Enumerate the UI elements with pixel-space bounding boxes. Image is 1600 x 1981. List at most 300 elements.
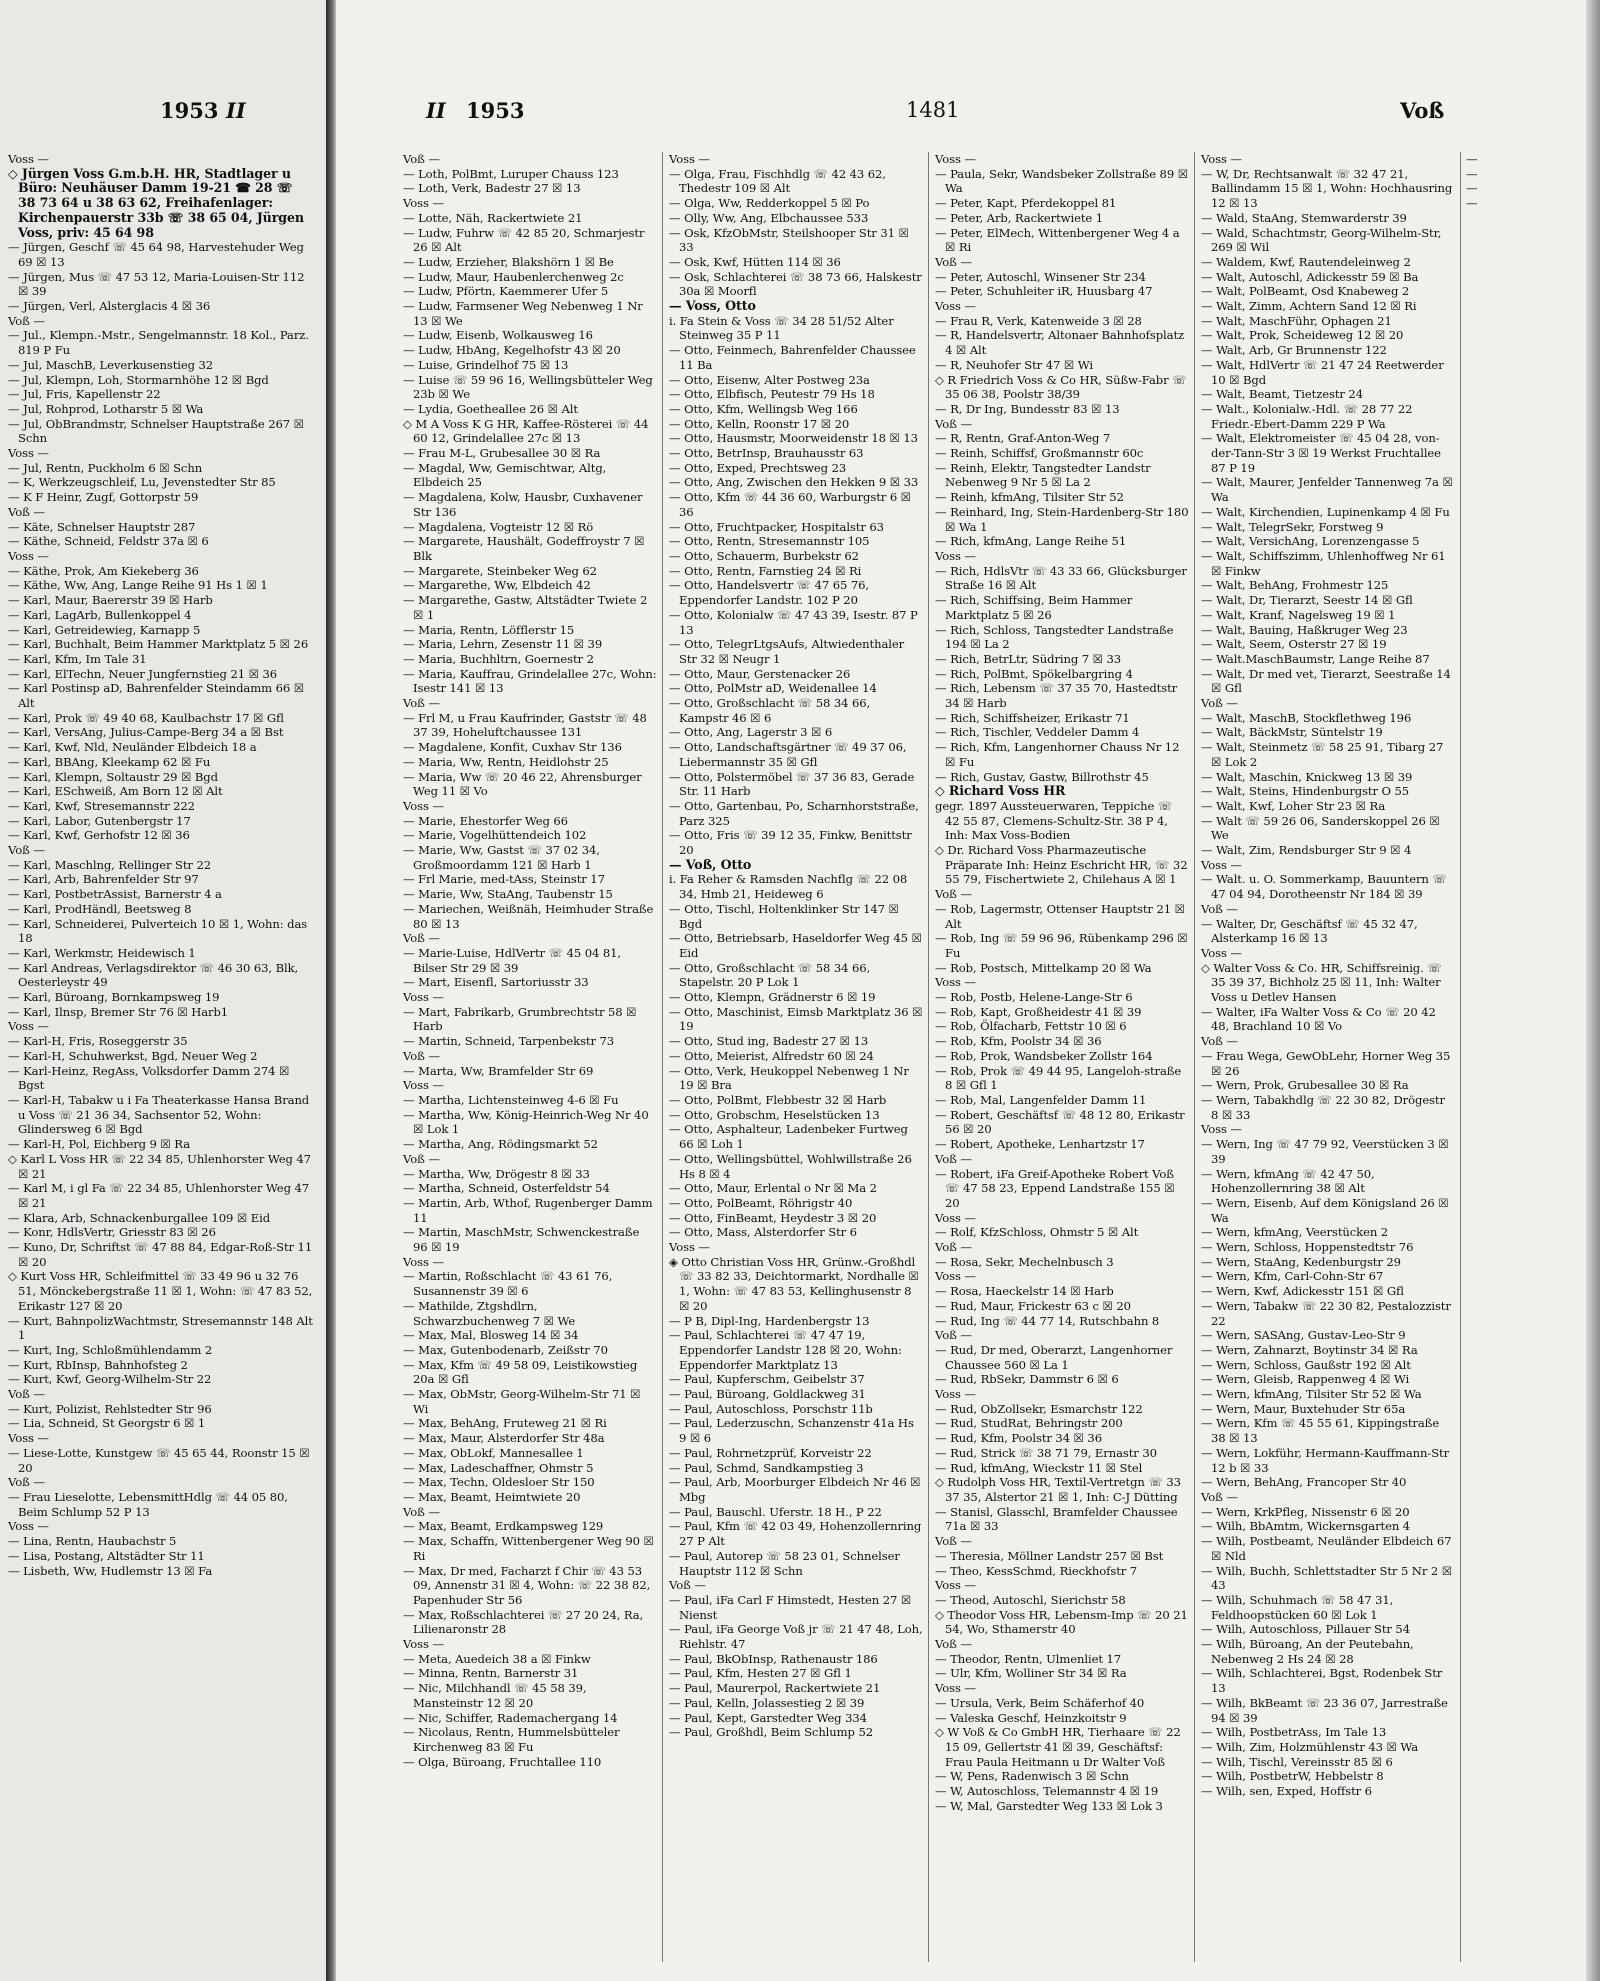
directory-entry: — Wilh, Zim, Holzmühlenstr 43 ☒ Wa (1201, 1739, 1419, 1754)
directory-entry: — Walt, Steins, Hindenburgstr O 55 (1201, 784, 1410, 799)
directory-entry: — Margarethe, Gastw, Altstädter Twiete 2 ☒ 1 (403, 593, 648, 622)
directory-entry: — Paul, iFa Carl F Himstedt, Hesten 27 ☒ Nienst (669, 1592, 912, 1622)
directory-entry: — Wern, Prok, Grubesallee 30 ☒ Ra (1201, 1078, 1409, 1093)
directory-entry: — Nic, Milchhandl ☏ 45 58 39, Mansteinstr 12 ☒ 20 (403, 1681, 587, 1710)
directory-entry: — Theresia, Möllner Landstr 257 ☒ Bst (935, 1548, 1164, 1563)
directory-entry: — Rob, Lagermstr, Ottenser Hauptstr 21 ☒ Alt (935, 901, 1185, 931)
directory-entry: — Paul, Bauschl. Uferstr. 18 H., P 22 (669, 1504, 882, 1519)
directory-entry: — K, Werkzeugschleif, Lu, Jevenstedter Str 85 (8, 475, 276, 490)
directory-entry: — Karl-H, Fris, Roseggerstr 35 (8, 1034, 188, 1049)
directory-entry: — W, Mal, Garstedter Weg 133 ☒ Lok 3 (935, 1798, 1163, 1813)
directory-entry: — Rob, Ing ☏ 59 96 96, Rübenkamp 296 ☒ Fu (935, 931, 1188, 960)
directory-entry: — Karl-H, Schuhwerkst, Bgd, Neuer Weg 2 (8, 1048, 258, 1063)
directory-entry: — Otto, Ang, Zwischen den Hekken 9 ☒ 33 (669, 475, 919, 490)
directory-entry: — Wern, kfmAng ☏ 42 47 50, Hohenzollernring 38 ☒ Alt (1201, 1166, 1375, 1196)
directory-entry: — Paul, Autoschloss, Porschstr 11b (669, 1401, 873, 1416)
directory-entry: — Otto, Großschlacht ☏ 58 34 66, Kampstr 46 ☒ 6 (669, 696, 871, 725)
surname-group-heading: Voss — (935, 548, 976, 563)
surname-group-heading: Voß — (403, 1504, 440, 1519)
surname-group-heading: Voss — (403, 1254, 444, 1269)
directory-entry: — Reinh, kfmAng, Tilsiter Str 52 (935, 490, 1124, 505)
directory-entry: — Karl, Büroang, Bornkampsweg 19 (8, 990, 220, 1005)
directory-entry: — Walt, Autoschl, Adickesstr 59 ☒ Ba (1201, 269, 1419, 284)
directory-entry: — Loth, PolBmt, Luruper Chauss 123 (403, 166, 619, 181)
directory-entry: — Otto, Exped, Prechtsweg 23 (669, 460, 847, 475)
directory-entry: — Margarethe, Ww, Elbdeich 42 (403, 578, 591, 593)
directory-entry: — Wern, KrkPfleg, Nissenstr 6 ☒ 20 (1201, 1504, 1410, 1519)
firm-entry: — Voss, Otto (669, 298, 756, 314)
directory-entry: — Lotte, Näh, Rackertwiete 21 (403, 210, 583, 225)
directory-entry: — Maria, Kauffrau, Grindelallee 27c, Wohn: Isestr 141 ☒ 13 (403, 666, 657, 696)
column-left-fragment (8, 152, 313, 1578)
directory-entry: — Walt, Maschin, Knickweg 13 ☒ 39 (1201, 769, 1413, 784)
surname-group-heading: Voß — (403, 1151, 440, 1166)
directory-entry: — Wilh, PostbetrW, Hebbelstr 8 (1201, 1769, 1384, 1784)
directory-entry: — Ludw, Eisenb, Wolkausweg 16 (403, 328, 593, 343)
directory-entry: — Walt, Prok, Scheideweg 12 ☒ 20 (1201, 328, 1404, 343)
directory-entry: — Karl, Ilnsp, Bremer Str 76 ☒ Harb1 (8, 1004, 229, 1019)
directory-entry: — Rich, Schiffsheizer, Erikastr 71 (935, 710, 1130, 725)
directory-entry: — Nicolaus, Rentn, Hummelsbütteler Kirchenweg 83 ☒ Fu (403, 1725, 620, 1754)
surname-group-heading: Voß — (8, 1387, 45, 1402)
directory-entry: — Wern, Ing ☏ 47 79 92, Veerstücken 3 ☒ 39 (1201, 1137, 1449, 1166)
directory-entry: — Rich, BetrLtr, Südring 7 ☒ 33 (935, 651, 1122, 666)
column-rule (1460, 152, 1461, 1962)
directory-entry: — Karl, Prok ☏ 49 40 68, Kaulbachstr 17 ☒ Gfl (8, 710, 284, 725)
directory-entry: — Wilh, Tischl, Vereinsstr 85 ☒ 6 (1201, 1754, 1393, 1769)
directory-entry: — Theo, KessSchmd, Rieckhofstr 7 (935, 1563, 1138, 1578)
directory-entry: — Jul., Klempn.-Mstr., Sengelmannstr. 18 Kol., Parz. 819 P Fu (8, 328, 309, 358)
directory-entry: — Maria, Buchhltrn, Goernestr 2 (403, 651, 594, 666)
directory-entry: — Walt, Seem, Osterstr 27 ☒ 19 (1201, 637, 1387, 652)
directory-entry: — Rud, Kfm, Poolstr 34 ☒ 36 (935, 1431, 1102, 1446)
directory-entry: — Karl, Maschlng, Rellinger Str 22 (8, 857, 212, 872)
directory-entry: — Wern, kfmAng, Tilsiter Str 52 ☒ Wa (1201, 1387, 1422, 1402)
directory-entry: — Walt, Bauing, Haßkruger Weg 23 (1201, 622, 1408, 637)
directory-entry: — Walt, Arb, Gr Brunnenstr 122 (1201, 343, 1387, 358)
directory-entry: — Otto, Polstermöbel ☏ 37 36 83, Gerade Str. 11 Harb (669, 769, 915, 799)
directory-entry: — Otto, Kelln, Roonstr 17 ☒ 20 (669, 416, 850, 431)
directory-entry: — Robert, Apotheke, Lenhartzstr 17 (935, 1137, 1145, 1152)
directory-entry: — Rud, Maur, Frickestr 63 c ☒ 20 (935, 1298, 1131, 1313)
directory-entry: — Karl, ElTechn, Neuer Jungfernstieg 21 ☒ 36 (8, 666, 278, 681)
directory-entry: — Walt. u. O. Sommerkamp, Bauuntern ☏ 47 04 94, Dorotheenstr Nr 184 ☒ 39 (1201, 872, 1447, 902)
directory-entry: — Otto, PolMstr aD, Weidenallee 14 (669, 681, 877, 696)
directory-entry: — Otto, Handelsvertr ☏ 47 65 76, Eppendorfer Landstr. 102 P 20 (669, 578, 870, 608)
directory-entry: — Maria, Ww, Rentn, Heidlohstr 25 (403, 754, 609, 769)
directory-entry: — Maria, Lehrn, Zesenstr 11 ☒ 39 (403, 637, 603, 652)
column-5 (1466, 152, 1590, 211)
directory-entry: — Karl, Labor, Gutenbergstr 17 (8, 813, 191, 828)
directory-entry: — Max, Beamt, Erdkampsweg 129 (403, 1519, 604, 1534)
directory-entry: — Karl, VersAng, Julius-Campe-Berg 34 a ☒ Bst (8, 725, 284, 740)
directory-entry: — Peter, Kapt, Pferdekoppel 81 (935, 196, 1117, 211)
directory-entry: — Rob, Kapt, Großheidestr 41 ☒ 39 (935, 1004, 1142, 1019)
directory-entry: — Max, Kfm ☏ 49 58 09, Leistikowstieg 20a ☒ Gfl (403, 1357, 638, 1387)
right-header-year: 1953 (466, 98, 525, 123)
directory-entry: — Rob, Postb, Helene-Lange-Str 6 (935, 990, 1133, 1005)
left-header-year: 1953 (160, 98, 219, 123)
directory-entry: — Karl, ProdHändl, Beetsweg 8 (8, 901, 192, 916)
directory-entry: — Jul, Rohprod, Lotharstr 5 ☒ Wa (8, 401, 204, 416)
directory-entry: — R, Dr Ing, Bundesstr 83 ☒ 13 (935, 401, 1120, 416)
directory-entry: — Paul, Kept, Garstedter Weg 334 (669, 1710, 867, 1725)
column-1 (403, 152, 657, 1769)
surname-group-heading: Voss — (935, 1578, 976, 1593)
surname-group-heading: Voss — (669, 1240, 710, 1255)
directory-entry: — Walt, TelegrSekr, Forstweg 9 (1201, 519, 1384, 534)
surname-group-heading: Voß — (8, 313, 45, 328)
directory-entry: — Marie, Ww, StaAng, Taubenstr 15 (403, 887, 613, 902)
directory-entry: — Wald, StaAng, Stemwarderstr 39 (1201, 210, 1407, 225)
directory-entry: — Wern, Tabakw ☏ 22 30 82, Pestalozzistr 22 (1201, 1298, 1451, 1328)
directory-entry: — Walt, Kwf, Loher Str 23 ☒ Ra (1201, 798, 1386, 813)
surname-group-heading: Voss — (8, 548, 49, 563)
directory-entry: — (1466, 181, 1478, 196)
directory-entry: — Ludw, Erzieher, Blakshörn 1 ☒ Be (403, 254, 614, 269)
directory-entry: — Rich, HdlsVtr ☏ 43 33 66, Glücksburger Straße 16 ☒ Alt (935, 563, 1187, 593)
directory-entry: — Max, Beamt, Heimtwiete 20 (403, 1489, 581, 1504)
surname-group-heading: Voss — (1201, 945, 1242, 960)
directory-entry: — Martin, Arb, Wthof, Rugenberger Damm 11 (403, 1195, 653, 1225)
directory-entry: — Rud, Strick ☏ 38 71 79, Ernastr 30 (935, 1445, 1157, 1460)
surname-group-heading: Voß — (935, 1637, 972, 1652)
directory-entry: — Paul, Maurerpol, Rackertwiete 21 (669, 1681, 881, 1696)
directory-entry: — Rud, ObZollsekr, Esmarchstr 122 (935, 1401, 1143, 1416)
directory-entry: — Otto, Stud ing, Badestr 27 ☒ 13 (669, 1034, 869, 1049)
surname-group-heading: Voss — (1201, 152, 1242, 166)
column-rule (928, 152, 929, 1962)
directory-entry: — Frau R, Verk, Katenweide 3 ☒ 28 (935, 313, 1142, 328)
directory-entry: — Magdal, Ww, Gemischtwar, Altg, Elbdeich 25 (403, 460, 607, 490)
directory-entry: — Max, Techn, Oldesloer Str 150 (403, 1475, 595, 1490)
directory-entry: — Mart, Fabrikarb, Grumbrechtstr 58 ☒ Harb (403, 1004, 637, 1034)
surname-group-heading: Voss — (935, 975, 976, 990)
surname-group-heading: Voss — (8, 1519, 49, 1534)
directory-entry: — Rob, Prok ☏ 49 44 95, Langeloh-straße 8 ☒ Gfl 1 (935, 1063, 1182, 1093)
directory-entry: — Otto, Verk, Heukoppel Nebenweg 1 Nr 19 ☒ Bra (669, 1063, 909, 1093)
directory-entry: — Paul, Büroang, Goldlackweg 31 (669, 1387, 866, 1402)
surname-group-heading: — (1466, 152, 1478, 166)
directory-entry: ◈ Otto Christian Voss HR, Grünw.-Großhdl ☏ 33 82 33, Deichtormarkt, Nordhalle ☒ 1, Wohn: ☏ 47 83 53, Kellinghusenstr 8 ☒ 20 (669, 1254, 919, 1313)
directory-entry: — Stanisl, Glasschl, Bramfelder Chaussee 71a ☒ 33 (935, 1504, 1178, 1534)
directory-entry: — Karl, Schneiderei, Pulverteich 10 ☒ 1, Wohn: das 18 (8, 916, 308, 946)
surname-group-heading: Voss — (8, 152, 49, 166)
directory-entry: — Otto, Betriebsarb, Haseldorfer Weg 45 ☒ Eid (669, 931, 922, 960)
directory-entry: — Wern, Schloss, Gaußstr 192 ☒ Alt (1201, 1357, 1411, 1372)
surname-group-heading: Voß — (403, 931, 440, 946)
directory-entry: — Frau Wega, GewObLehr, Horner Weg 35 ☒ 26 (1201, 1048, 1451, 1078)
directory-entry: — Wilh, Autoschloss, Pillauer Str 54 (1201, 1622, 1410, 1637)
surname-group-heading: Voss — (403, 1637, 444, 1652)
directory-entry: — Walt, Kirchendien, Lupinenkamp 4 ☒ Fu (1201, 504, 1450, 519)
directory-entry: — Otto, Asphalteur, Ladenbeker Furtweg 66 ☒ Loh 1 (669, 1122, 908, 1152)
surname-group-heading: Voss — (403, 990, 444, 1005)
directory-entry: — Frl Marie, med-tAss, Steinstr 17 (403, 872, 605, 887)
directory-entry: — Kurt, Polizist, Rehlstedter Str 96 (8, 1401, 212, 1416)
firm-entry: ◇ Richard Voss HR (935, 783, 1066, 799)
directory-entry: — Theodor, Rentn, Ulmenliet 17 (935, 1651, 1122, 1666)
directory-entry: — Luise ☏ 59 96 16, Wellingsbütteler Weg 23b ☒ We (403, 372, 653, 402)
directory-entry: — Liese-Lotte, Kunstgew ☏ 45 65 44, Roonstr 15 ☒ 20 (8, 1445, 310, 1475)
directory-entry: — Paul, Kfm ☏ 42 03 49, Hohenzollernring 27 P Alt (669, 1519, 922, 1549)
directory-entry: — Wilh, Postbeamt, Neuländer Elbdeich 67 ☒ Nld (1201, 1534, 1452, 1563)
directory-entry: — Paul, BkObInsp, Rathenaustr 186 (669, 1651, 878, 1666)
directory-entry: — Rich, PolBmt, Spökelbargring 4 (935, 666, 1133, 681)
directory-entry: — Walt.MaschBaumstr, Lange Reihe 87 (1201, 651, 1430, 666)
directory-entry: — Karl, Kwf, Gerhofstr 12 ☒ 36 (8, 828, 190, 843)
directory-entry: ◇ Theodor Voss HR, Lebensm-Imp ☏ 20 21 54, Wo, Sthamerstr 40 (935, 1607, 1188, 1637)
directory-entry: — Rich, Schiffsing, Beim Hammer Marktplatz 5 ☒ 26 (935, 593, 1133, 622)
directory-entry: — Jul, ObBrandmstr, Schnelser Hauptstraße 267 ☒ Schn (8, 416, 304, 446)
directory-entry: — Otto, Feinmech, Bahrenfelder Chaussee 11 Ba (669, 343, 916, 372)
directory-entry: — Walt., Kolonialw.-Hdl. ☏ 28 77 22 Friedr.-Ebert-Damm 229 P Wa (1201, 401, 1413, 431)
right-header-part: II (426, 98, 446, 123)
directory-entry: — Karl, Kfm, Im Tale 31 (8, 651, 147, 666)
directory-entry: — Magdalena, Vogteistr 12 ☒ Rö (403, 519, 594, 534)
directory-entry: — Karl M, i gl Fa ☏ 22 34 85, Uhlenhorster Weg 47 ☒ 21 (8, 1181, 310, 1210)
directory-entry: — Robert, iFa Greif-Apotheke Robert Voß ☏ 47 58 23, Eppend Landstraße 155 ☒ 20 (935, 1166, 1175, 1210)
surname-group-heading: Voß — (8, 1475, 45, 1490)
directory-entry: — Otto, FinBeamt, Heydestr 3 ☒ 20 (669, 1210, 877, 1225)
directory-entry: — Peter, ElMech, Wittenbergener Weg 4 a ☒ Ri (935, 225, 1180, 255)
directory-entry: — Karl, Kwf, Nld, Neuländer Elbdeich 18 a (8, 740, 257, 755)
directory-entry: ◇ W Voß & Co GmbH HR, Tierhaare ☏ 22 15 09, Gellertstr 41 ☒ 39, Geschäftsf: Frau Paula Heitmann u Dr Walter Voß (935, 1725, 1181, 1769)
directory-entry: — Maria, Ww ☏ 20 46 22, Ahrensburger Weg 11 ☒ Vo (403, 769, 642, 799)
directory-entry: — Paula, Sekr, Wandsbeker Zollstraße 89 ☒ Wa (935, 166, 1188, 196)
surname-group-heading: Voss — (8, 446, 49, 461)
directory-entry: — Loth, Verk, Badestr 27 ☒ 13 (403, 181, 581, 196)
directory-entry: — Ludw, Pförtn, Kaemmerer Ufer 5 (403, 284, 609, 299)
surname-group-heading: Voss — (1201, 1122, 1242, 1137)
directory-entry: ◇ Karl L Voss HR ☏ 22 34 85, Uhlenhorster Weg 47 ☒ 21 (8, 1151, 311, 1181)
directory-entry: — Wilh, Schlachterei, Bgst, Rodenbek Str 13 (1201, 1666, 1443, 1696)
directory-entry: — Karl, Klempn, Soltaustr 29 ☒ Bgd (8, 769, 218, 784)
directory-entry: — Max, Dr med, Facharzt f Chir ☏ 43 53 09, Annenstr 31 ☒ 4, Wohn: ☏ 22 38 82, Papenhuder Str 56 (403, 1563, 651, 1607)
surname-group-heading: Voss — (403, 1078, 444, 1093)
directory-entry: — Margarete, Haushält, Godeffroystr 7 ☒ Blk (403, 534, 645, 563)
directory-entry: — Frau Lieselotte, LebensmittHdlg ☏ 44 05 80, Beim Schlump 52 P 13 (8, 1489, 288, 1519)
directory-entry: — Valeska Geschf, Heinzkoitstr 9 (935, 1710, 1127, 1725)
directory-entry: — Käthe, Ww, Ang, Lange Reihe 91 Hs 1 ☒ 1 (8, 578, 268, 593)
directory-entry: — Otto, Eisenw, Alter Postweg 23a (669, 372, 870, 387)
directory-entry: — Otto, Gartenbau, Po, Scharnhorststraße, Parz 325 (669, 798, 919, 828)
directory-entry: — Klara, Arb, Schnackenburgallee 109 ☒ Eid (8, 1210, 271, 1225)
directory-entry: ◇ Kurt Voss HR, Schleifmittel ☏ 33 49 96 u 32 76 51, Mönckebergstraße 11 ☒ 1, Wohn: ☏ 47 83 52, Erikastr 127 ☒ 20 (8, 1269, 313, 1313)
directory-entry: i. Fa Reher & Ramsden Nachflg ☏ 22 08 34, Hmb 21, Heideweg 6 (669, 872, 908, 902)
directory-entry: — Walt, Beamt, Tietzestr 24 (1201, 387, 1363, 402)
directory-entry: — Martha, Ww, Drögestr 8 ☒ 33 (403, 1166, 590, 1181)
column-4 (1201, 152, 1455, 1799)
surname-group-heading: Voss — (8, 1431, 49, 1446)
directory-entry: — Olga, Büroang, Fruchtallee 110 (403, 1754, 602, 1769)
surname-group-heading: Voss — (8, 1019, 49, 1034)
surname-group-heading: Voss — (669, 152, 710, 166)
directory-entry: — Lisbeth, Ww, Hudlemstr 13 ☒ Fa (8, 1563, 213, 1578)
directory-entry: — Martha, Lichtensteinweg 4-6 ☒ Fu (403, 1093, 619, 1107)
directory-entry: — Otto, Grobschm, Heselstücken 13 (669, 1107, 880, 1122)
directory-entry: — Walt, Zimm, Achtern Sand 12 ☒ Ri (1201, 299, 1417, 314)
directory-entry: — Ludw, Maur, Haubenlerchenweg 2c (403, 269, 624, 284)
directory-entry: — Rich, kfmAng, Lange Reihe 51 (935, 534, 1127, 549)
firm-entry: ◇ Jürgen Voss G.m.b.H. HR, Stadtlager u Büro: Neuhäuser Damm 19-21 ☎ 28 ☏ 38 73 64 u 38 63 62, Freihafenlager: Kirchenpauerstr 33b ☏ 38 65 04, Jürgen Voss, priv: 45 64 98 (8, 165, 304, 240)
directory-entry: — Kurt, RbInsp, Bahnhofsteg 2 (8, 1357, 188, 1372)
directory-entry: — Walt, Elektromeister ☏ 45 04 28, von-der-Tann-Str 3 ☒ 19 Werkst Fruchtallee 87 P 19 (1201, 431, 1441, 475)
directory-entry: — Mariechen, Weißnäh, Heimhuder Straße 80 ☒ 13 (403, 901, 654, 931)
directory-entry: — Osk, Kwf, Hütten 114 ☒ 36 (669, 254, 841, 269)
surname-group-heading: Voß — (1201, 901, 1238, 916)
directory-entry: — Käte, Schnelser Hauptstr 287 (8, 519, 196, 534)
surname-group-heading: Voss — (1201, 857, 1242, 872)
directory-entry: — Magdalene, Konfit, Cuxhav Str 136 (403, 740, 622, 755)
directory-entry: — Meta, Auedeich 38 a ☒ Finkw (403, 1651, 591, 1666)
page-edge (1586, 0, 1600, 1981)
firm-entry: — Voß, Otto (669, 856, 752, 872)
directory-entry: — Wald, Schachtmstr, Georg-Wilhelm-Str, 269 ☒ Wil (1201, 225, 1442, 255)
directory-entry: — Theod, Autoschl, Sierichstr 58 (935, 1592, 1126, 1607)
surname-group-heading: Voss — (935, 299, 976, 314)
directory-entry: — Rob, Kfm, Poolstr 34 ☒ 36 (935, 1034, 1102, 1049)
directory-entry: — Otto, Maur, Erlental o Nr ☒ Ma 2 (669, 1181, 877, 1196)
directory-entry: — Karl, Arb, Bahrenfelder Str 97 (8, 872, 199, 887)
column-3 (935, 152, 1189, 1813)
surname-group-heading: Voß — (669, 1578, 706, 1593)
directory-entry: — Wern, Kfm, Carl-Cohn-Str 67 (1201, 1269, 1384, 1284)
directory-entry: — Maria, Rentn, Löfflerstr 15 (403, 622, 575, 637)
directory-entry: — Jürgen, Geschf ☏ 45 64 98, Harvestehuder Weg 69 ☒ 13 (8, 240, 304, 269)
directory-entry: — Ulr, Kfm, Wolliner Str 34 ☒ Ra (935, 1666, 1127, 1681)
directory-entry: — Walt, Dr med vet, Tierarzt, Seestraße 14 ☒ Gfl (1201, 666, 1451, 696)
directory-entry: — Otto, Tischl, Holtenklinker Str 147 ☒ Bgd (669, 901, 899, 931)
directory-entry: — Otto, Kfm ☏ 44 36 60, Warburgstr 6 ☒ 36 (669, 490, 911, 519)
directory-entry: — Karl Postinsp aD, Bahrenfelder Steindamm 66 ☒ Alt (8, 681, 305, 711)
directory-entry: — Wilh, sen, Exped, Hoffstr 6 (1201, 1784, 1372, 1799)
directory-entry: — Otto, Großschlacht ☏ 58 34 66, Stapelstr. 20 P Lok 1 (669, 960, 871, 990)
directory-entry: — Reinh, Elektr, Tangstedter Landstr Nebenweg 9 Nr 5 ☒ La 2 (935, 460, 1151, 490)
directory-entry: — Max, ObMstr, Georg-Wilhelm-Str 71 ☒ Wi (403, 1387, 641, 1416)
directory-entry: — Wern, Zahnarzt, Boytinstr 34 ☒ Ra (1201, 1342, 1418, 1357)
directory-entry: — Jul, MaschB, Leverkusenstieg 32 (8, 357, 214, 372)
directory-entry: — Reinhard, Ing, Stein-Hardenberg-Str 180 ☒ Wa 1 (935, 504, 1189, 534)
surname-group-heading: Voß — (935, 1151, 972, 1166)
directory-entry: — Kurt, Kwf, Georg-Wilhelm-Str 22 (8, 1372, 212, 1387)
directory-entry: ◇ Dr. Richard Voss Pharmazeutische Präparate Inh: Heinz Eschricht HR, ☏ 32 55 79, Fischertwiete 2, Chilehaus A ☒ 1 (935, 843, 1188, 887)
directory-entry: — Peter, Autoschl, Winsener Str 234 (935, 269, 1146, 284)
directory-entry: — Martha, Ang, Rödingsmarkt 52 (403, 1137, 598, 1152)
directory-entry: — Jul, Klempn, Loh, Stormarnhöhe 12 ☒ Bgd (8, 372, 269, 387)
directory-entry: — Karl-H, Tabakw u i Fa Theaterkasse Hansa Brand u Voss ☏ 21 36 34, Sachsentor 52, Wohn: Glindersweg 6 ☒ Bgd (8, 1093, 310, 1137)
directory-entry: — Paul, iFa George Voß jr ☏ 21 47 48, Loh, Riehlstr. 47 (669, 1622, 923, 1652)
directory-entry: — P B, Dipl-Ing, Hardenbergstr 13 (669, 1313, 870, 1328)
directory-entry: — Wern, StaAng, Kedenburgstr 29 (1201, 1254, 1401, 1269)
directory-entry: — Rob, Postsch, Mittelkamp 20 ☒ Wa (935, 960, 1152, 975)
surname-group-heading: Voß — (1201, 1489, 1238, 1504)
directory-entry: ◇ Walter Voss & Co. HR, Schiffsreinig. ☏ 35 39 37, Bichholz 25 ☒ 11, Inh: Walter Voss u Detlev Hansen (1201, 960, 1442, 1005)
directory-entry: — Walter, Dr, Geschäftsf ☏ 45 32 47, Alsterkamp 16 ☒ 13 (1201, 916, 1418, 946)
surname-group-heading: Voß — (935, 1534, 972, 1549)
directory-entry: — Paul, Autorep ☏ 58 23 01, Schnelser Hauptstr 112 ☒ Schn (669, 1548, 900, 1578)
directory-entry: — Rud, kfmAng, Wieckstr 11 ☒ Stel (935, 1460, 1143, 1475)
directory-entry: — Otto, Wellingsbüttel, Wohlwillstraße 26 Hs 8 ☒ 4 (669, 1151, 912, 1181)
directory-entry: — (1466, 166, 1478, 181)
directory-entry: — Max, Schaffn, Wittenbergener Weg 90 ☒ Ri (403, 1534, 654, 1563)
directory-entry: — Ludw, HbAng, Kegelhofstr 43 ☒ 20 (403, 343, 621, 358)
directory-entry: — Rosa, Haeckelstr 14 ☒ Harb (935, 1284, 1114, 1299)
left-header-part: II (226, 98, 246, 123)
directory-entry: — Kuno, Dr, Schriftst ☏ 47 88 84, Edgar-Roß-Str 11 ☒ 20 (8, 1240, 313, 1269)
directory-entry: — Marta, Ww, Bramfelder Str 69 (403, 1063, 594, 1078)
directory-entry: — Kurt, BahnpolizWachtmstr, Stresemannstr 148 Alt 1 (8, 1313, 313, 1343)
directory-entry: — Otto, Maschinist, Eimsb Marktplatz 36 ☒ 19 (669, 1004, 923, 1034)
directory-entry: — Walt, VersichAng, Lorenzengasse 5 (1201, 534, 1420, 549)
directory-entry: — R, Neuhofer Str 47 ☒ Wi (935, 357, 1093, 372)
surname-group-heading: Voß — (935, 887, 972, 902)
directory-entry: — Karl, LagArb, Bullenkoppel 4 (8, 607, 192, 622)
directory-entry: — Otto, Rentn, Farnstieg 24 ☒ Ri (669, 563, 862, 578)
directory-entry: — Rich, Tischler, Veddeler Damm 4 (935, 725, 1140, 740)
directory-entry: — Jürgen, Mus ☏ 47 53 12, Maria-Louisen-Str 112 ☒ 39 (8, 269, 305, 299)
directory-entry: — Wern, Gleisb, Rappenweg 4 ☒ Wi (1201, 1372, 1410, 1387)
directory-entry: — Martha, Ww, König-Heinrich-Weg Nr 40 ☒ Lok 1 (403, 1107, 649, 1137)
surname-group-heading: Voß — (935, 254, 972, 269)
directory-entry: — Nic, Schiffer, Rademachergang 14 (403, 1710, 618, 1725)
directory-entry: — Frl M, u Frau Kaufrinder, Gaststr ☏ 48 37 39, Hoheluftchaussee 131 (403, 710, 647, 740)
surname-group-heading: Voss — (935, 1269, 976, 1284)
surname-group-heading: Voß — (403, 1048, 440, 1063)
directory-entry: — Wern, Schloss, Hoppenstedtstr 76 (1201, 1240, 1414, 1255)
directory-entry: — Wern, BehAng, Francoper Str 40 (1201, 1475, 1407, 1490)
directory-entry: — Max, BehAng, Fruteweg 21 ☒ Ri (403, 1416, 607, 1431)
directory-entry: — Max, Mal, Blosweg 14 ☒ 34 (403, 1328, 579, 1343)
book-gutter (326, 0, 336, 1981)
directory-entry: — Lia, Schneid, St Georgstr 6 ☒ 1 (8, 1416, 206, 1431)
column-rule (662, 152, 663, 1962)
directory-entry: — Walt, BäckMstr, Süntelstr 19 (1201, 725, 1383, 740)
directory-entry: — Rud, RbSekr, Dammstr 6 ☒ 6 (935, 1372, 1119, 1387)
directory-entry: — Otto, Hausmstr, Moorweidenstr 18 ☒ 13 (669, 431, 918, 446)
directory-entry: — Wilh, Buchh, Schlettstadter Str 5 Nr 2 ☒ 43 (1201, 1563, 1453, 1593)
surname-group-heading: Voss — (935, 1210, 976, 1225)
directory-entry: — W, Autoschloss, Telemannstr 4 ☒ 19 (935, 1784, 1159, 1799)
directory-entry: — Paul, Kfm, Hesten 27 ☒ Gfl 1 (669, 1666, 852, 1681)
directory-entry: — Ludw, Fuhrw ☏ 42 85 20, Schmarjestr 26 ☒ Alt (403, 225, 645, 255)
directory-entry: — Luise, Grindelhof 75 ☒ 13 (403, 357, 569, 372)
directory-entry: — Rich, Schloss, Tangstedter Landstraße 194 ☒ La 2 (935, 622, 1174, 652)
directory-entry: — Magdalena, Kolw, Hausbr, Cuxhavener Str 136 (403, 490, 643, 519)
directory-entry: — Olga, Ww, Redderkoppel 5 ☒ Po (669, 196, 870, 211)
directory-entry: — Paul, Kelln, Jolassestieg 2 ☒ 39 (669, 1695, 865, 1710)
directory-entry: — Otto, Schauerm, Burbekstr 62 (669, 548, 859, 563)
directory-entry: — Karl-Heinz, RegAss, Volksdorfer Damm 274 ☒ Bgst (8, 1063, 290, 1093)
directory-entry: — Walt, PolBeamt, Osd Knabeweg 2 (1201, 284, 1410, 299)
directory-entry: ◇ R Friedrich Voss & Co HR, Süßw-Fabr ☏ 35 06 38, Poolstr 38/39 (935, 372, 1187, 402)
directory-entry: — Karl, Kwf, Stresemannstr 222 (8, 798, 195, 813)
directory-entry: — Martin, MaschMstr, Schwenckestraße 96 ☒ 19 (403, 1225, 640, 1255)
directory-entry: — Otto, Maur, Gerstenacker 26 (669, 666, 851, 681)
directory-entry: — Rich, Gustav, Gastw, Billrothstr 45 (935, 769, 1149, 784)
directory-entry: — Paul, Lederzuschn, Schanzenstr 41a Hs 9 ☒ 6 (669, 1416, 914, 1446)
directory-entry: — Max, ObLokf, Mannesallee 1 (403, 1445, 584, 1460)
directory-entry: — Reinh, Schiffsf, Großmannstr 60c (935, 446, 1144, 461)
directory-entry: — Käthe, Prok, Am Kiekeberg 36 (8, 563, 199, 578)
directory-entry: — Rich, Lebensm ☏ 37 35 70, Hastedtstr 34 ☒ Harb (935, 681, 1178, 711)
directory-entry: — Frau M-L, Grubesallee 30 ☒ Ra (403, 446, 601, 461)
directory-entry: — Paul, Schlachterei ☏ 47 47 19, Eppendorfer Landstr 128 ☒ 20, Wohn: Eppendorfer Marktplatz 13 (669, 1328, 902, 1372)
directory-entry: — Martha, Schneid, Osterfeldstr 54 (403, 1181, 610, 1196)
directory-entry: — Otto, Fruchtpacker, Hospitalstr 63 (669, 519, 884, 534)
directory-entry: — Wilh, BbAmtm, Wickernsgarten 4 (1201, 1519, 1411, 1534)
directory-entry: — Marie, Vogelhüttendeich 102 (403, 828, 587, 843)
